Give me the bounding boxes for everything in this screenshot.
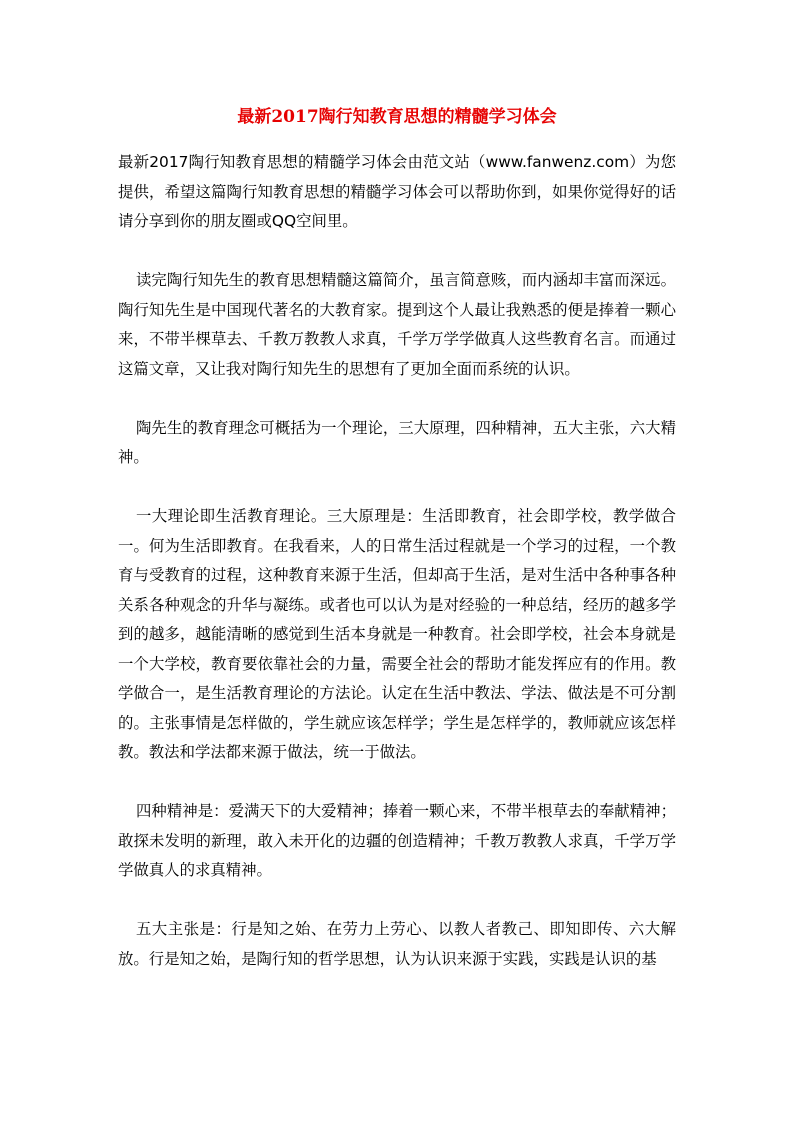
paragraph-four-spirits: 四种精神是：爱满天下的大爱精神；捧着一颗心来，不带半根草去的奉献精神；敢探未发明的新理，敢入未开化的边疆的创造精神；千教万教教人求真，千学万学学做真人的求真精神。: [118, 802, 676, 879]
document-body: [118, 148, 676, 1004]
document-title: 最新2017陶行知教育思想的精髓学习体会: [237, 107, 557, 127]
intro-paragraph: 最新2017陶行知教育思想的精髓学习体会由范文站（www.fanwenz.com）为您提供，希望这篇陶行知教育思想的精髓学习体会可以帮助你到，如果你觉得好的话请分享到你的朋友圈或QQ空间里。: [118, 153, 676, 230]
paragraph-five-propositions: 五大主张是：行是知之始、在劳力上劳心、以教人者教己、即知即传、六大解放。行是知之始，是陶行知的哲学思想，认为认识来源于实践，实践是认识的基: [118, 920, 676, 968]
paragraph-reading-impression: 读完陶行知先生的教育思想精髓这篇简介，虽言简意赅，而内涵却丰富而深远。陶行知先生是中国现代著名的大教育家。提到这个人最让我熟悉的便是捧着一颗心来，不带半棵草去、千教万教教人求真，千学万学学做真人这些教育名言。而通过这篇文章，又让我对陶行知先生的思想有了更加全面而系统的认识。: [118, 271, 676, 378]
paragraph-theory-principles: 一大理论即生活教育理论。三大原理是：生活即教育，社会即学校，教学做合一。何为生活即教育。在我看来，人的日常生活过程就是一个学习的过程，一个教育与受教育的过程，这种教育来源于生活，但却高于生活，是对生活中各种事各种关系各种观念的升华与凝练。或者也可以认为是对经验的一种总结，经历的越多学到的越多，越能清晰的感觉到生活本身就是一种教育。社会即学校，社会本身就是一个大学校，教育要依靠社会的力量，需要全社会的帮助才能发挥应有的作用。教学做合一，是生活教育理论的方法论。认定在生活中教法、学法、做法是不可分割的。主张事情是怎样做的，学生就应该怎样学；学生是怎样学的，教师就应该怎样教。教法和学法都来源于做法，统一于做法。: [118, 507, 676, 761]
paragraph-summary: 陶先生的教育理念可概括为一个理论，三大原理，四种精神，五大主张，六大精神。: [118, 418, 676, 466]
